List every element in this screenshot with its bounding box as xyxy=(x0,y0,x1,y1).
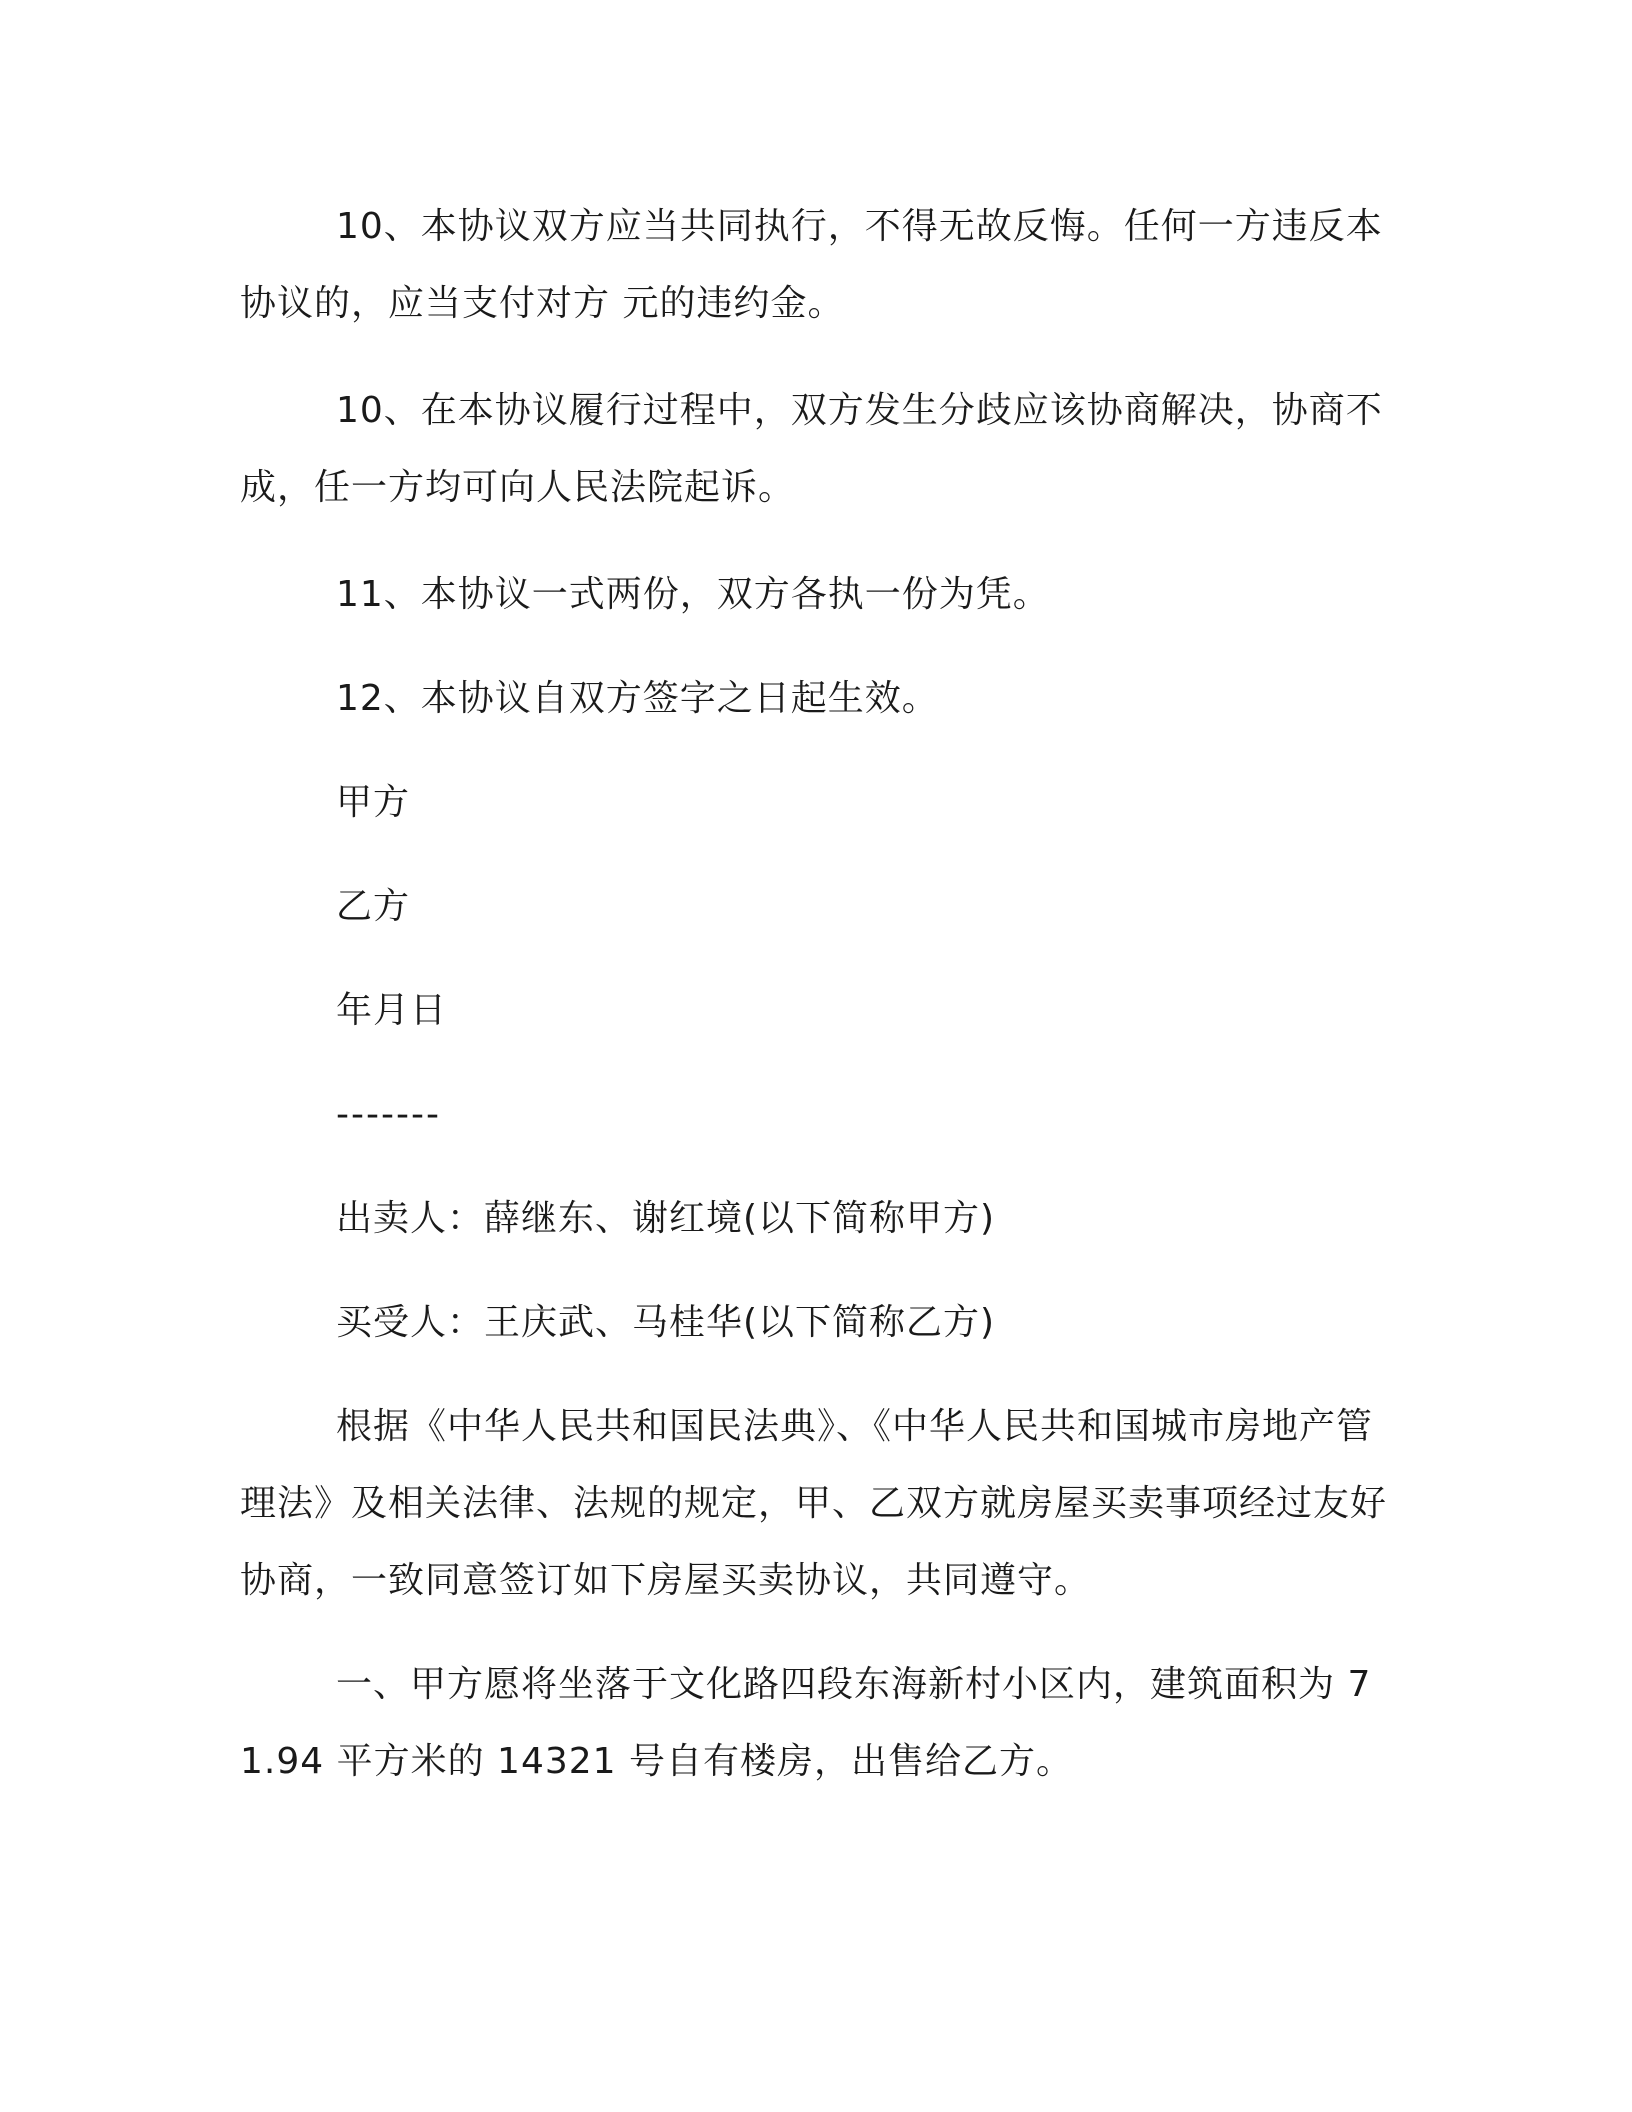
separator-line: ------- xyxy=(336,1094,441,1135)
paragraph-clause-10-penalty: 10、本协议双方应当共同执行，不得无故反悔。任何一方违反本协议的，应当支付对方 元的违约金。 xyxy=(240,206,1383,324)
paragraph-clause-10-dispute: 10、在本协议履行过程中，双方发生分歧应该协商解决，协商不成，任一方均可向人民法院起诉。 xyxy=(240,390,1383,508)
clause-one-paragraph: 一、甲方愿将坐落于文化路四段东海新村小区内，建筑面积为 71.94 平方米的 14321 号自有楼房，出售给乙方。 xyxy=(240,1664,1372,1782)
date-label: 年月日 xyxy=(336,990,448,1031)
seller-line: 出卖人：薛继东、谢红境(以下简称甲方) xyxy=(336,1198,996,1239)
document-body xyxy=(240,188,1390,1827)
party-a-label: 甲方 xyxy=(336,782,411,823)
paragraph-clause-11: 11、本协议一式两份，双方各执一份为凭。 xyxy=(336,574,1050,615)
preamble-paragraph: 根据《中华人民共和国民法典》、《中华人民共和国城市房地产管理法》及相关法律、法规的规定，甲、乙双方就房屋买卖事项经过友好协商，一致同意签订如下房屋买卖协议，共同遵守。 xyxy=(240,1406,1388,1601)
paragraph-clause-12: 12、本协议自双方签字之日起生效。 xyxy=(336,678,939,719)
party-b-label: 乙方 xyxy=(336,886,411,927)
buyer-line: 买受人：王庆武、马桂华(以下简称乙方) xyxy=(336,1302,996,1343)
